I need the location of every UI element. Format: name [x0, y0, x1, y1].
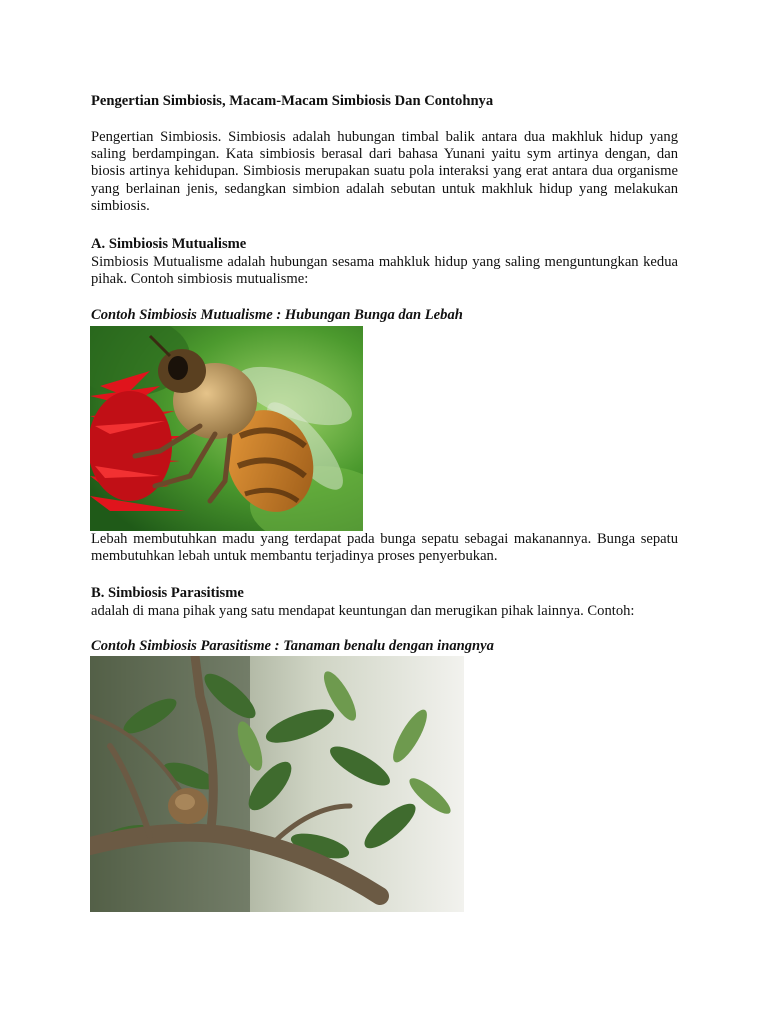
section-b-caption: Contoh Simbiosis Parasitisme : Tanaman benalu dengan inangnya	[91, 638, 494, 654]
section-a-heading: A. Simbiosis Mutualisme	[91, 236, 247, 252]
mistletoe-image	[90, 656, 464, 912]
bee-flower-image	[90, 326, 363, 531]
section-a-paragraph: Simbiosis Mutualisme adalah hubungan sesama mahkluk hidup yang saling menguntungkan kedua pihak. Contoh simbiosis mutualisme:	[91, 254, 678, 288]
intro-paragraph: Pengertian Simbiosis. Simbiosis adalah hubungan timbal balik antara dua makhluk hidup yang saling berdampingan. Kata simbiosis berasal dari bahasa Yunani yaitu sym artinya dengan, dan biosis artinya kehidupan. Simbiosis merupakan suatu pola interaksi yang erat antara dua organisme yang berlainan jenis, sedangkan simbion adalah sebutan untuk makhluk hidup yang melakukan simbiosis.	[91, 129, 678, 214]
page-title: Pengertian Simbiosis, Macam-Macam Simbiosis Dan Contohnya	[91, 93, 494, 109]
section-a-caption: Contoh Simbiosis Mutualisme : Hubungan Bunga dan Lebah	[91, 307, 463, 323]
section-b-heading: B. Simbiosis Parasitisme	[91, 585, 244, 601]
section-b-paragraph: adalah di mana pihak yang satu mendapat keuntungan dan merugikan pihak lainnya. Contoh:	[91, 603, 635, 619]
section-a-description: Lebah membutuhkan madu yang terdapat pada bunga sepatu sebagai makanannya. Bunga sepatu membutuhkan lebah untuk membantu terjadinya proses penyerbukan.	[91, 531, 678, 565]
